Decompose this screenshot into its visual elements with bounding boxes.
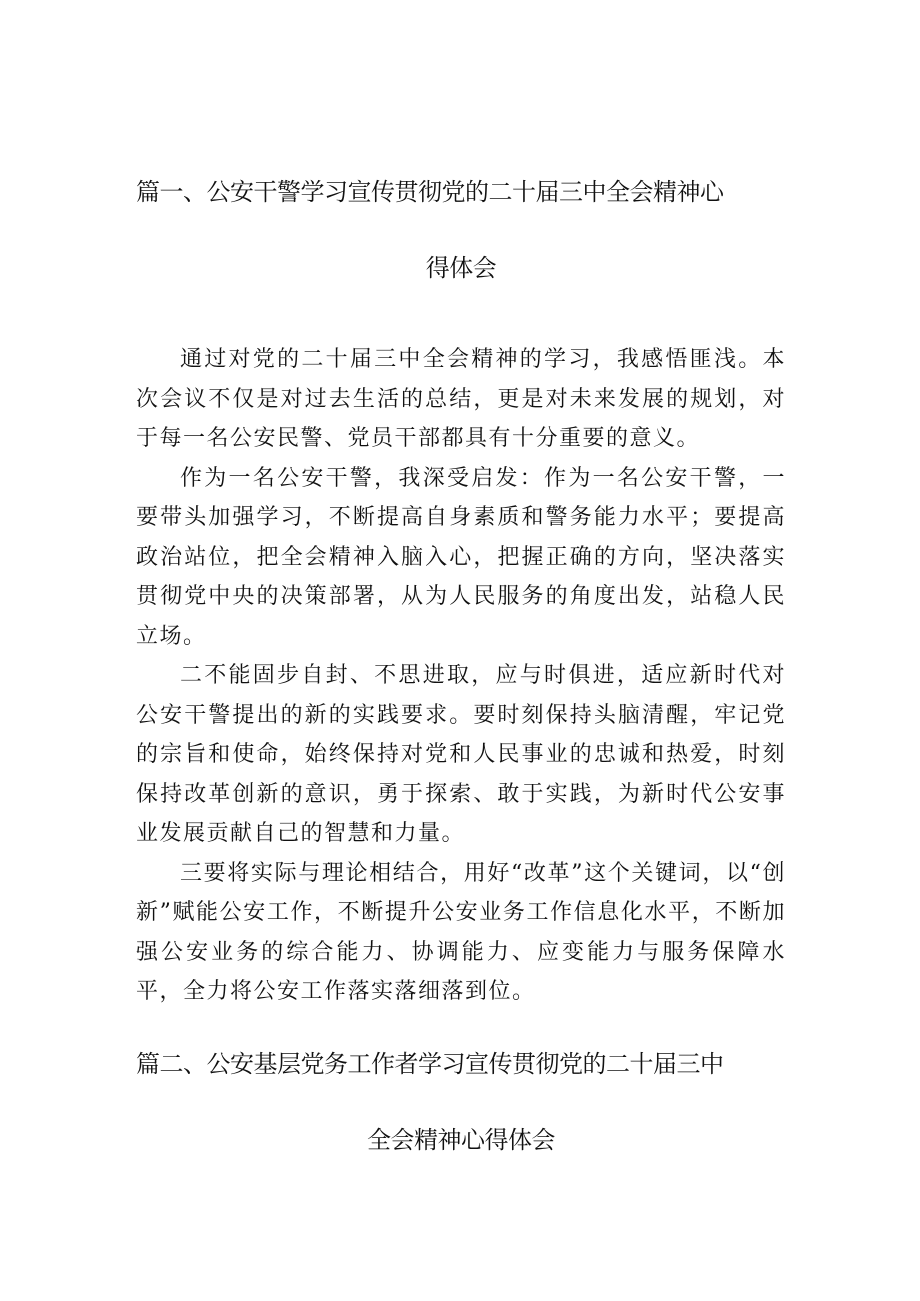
paragraph-1: 通过对党的二十届三中全会精神的学习，我感悟匪浅。本次会议不仅是对过去生活的总结，更是对未来发展的规划，对于每一名公安民警、党员干部都具有十分重要的意义。 (136, 347, 786, 451)
paragraph-2: 作为一名公安干警，我深受启发：作为一名公安干警，一要带头加强学习，不断提高自身素质和警务能力水平；要提高政治站位，把全会精神入脑入心，把握正确的方向，坚决落实贯彻党中央的决策部署，从为人民服务的角度出发，站稳人民立场。 (136, 465, 786, 649)
section-2-title-line2: 全会精神心得体会 (367, 1126, 555, 1154)
section-1-title (136, 176, 786, 284)
section-2-title-line1: 篇二、公安基层党务工作者学习宣传贯彻党的二十届三中 (136, 1050, 724, 1078)
section-1-title-line1: 篇一、公安干警学习宣传贯彻党的二十届三中全会精神心 (136, 178, 724, 206)
paragraph-4: 三要将实际与理论相结合，用好“改革”这个关键词，以“创新”赋能公安工作，不断提升公安业务工作信息化水平，不断加强公安业务的综合能力、协调能力、应变能力与服务保障水平，全力将公安工作落实落细落到位。 (136, 860, 786, 1004)
paragraph-3: 二不能固步自封、不思进取，应与时俱进，适应新时代对公安干警提出的新的实践要求。要时刻保持头脑清醒，牢记党的宗旨和使命，始终保持对党和人民事业的忠诚和热爱，时刻保持改革创新的意识，勇于探索、敢于实践，为新时代公安事业发展贡献自己的智慧和力量。 (136, 663, 786, 846)
section-2-title (136, 1048, 786, 1156)
section-1-title-line2: 得体会 (425, 254, 497, 282)
section-1-body (136, 340, 786, 1012)
